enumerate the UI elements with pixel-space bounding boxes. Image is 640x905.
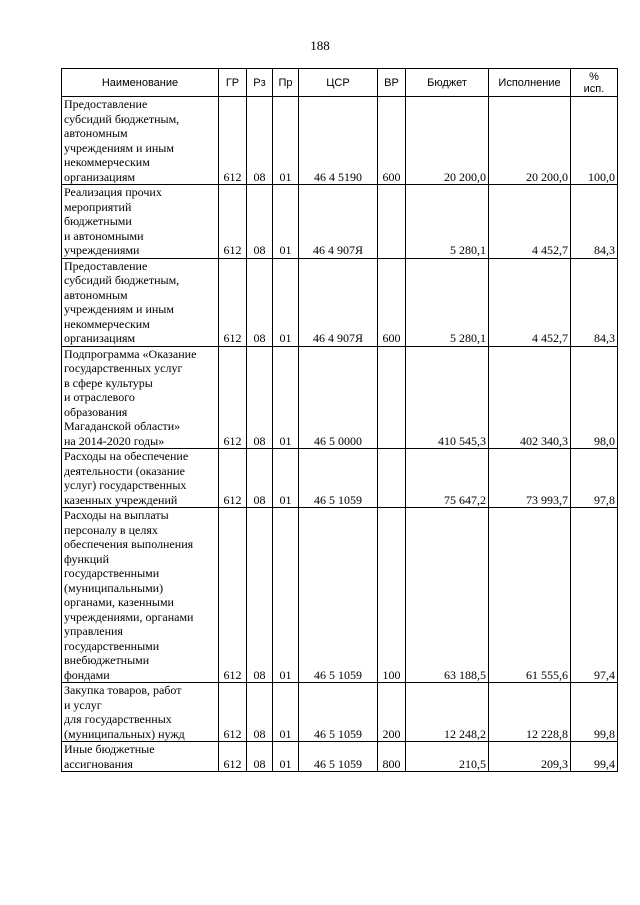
header-execution: Исполнение — [489, 69, 571, 97]
name-line: Реализация прочих — [64, 185, 162, 199]
cell-vr: 800 — [378, 742, 406, 772]
budget-execution-table — [61, 68, 618, 772]
name-line: ассигнования — [64, 756, 133, 771]
cell-csr: 46 5 1059 — [299, 683, 378, 742]
cell-gr: 612 — [219, 346, 247, 449]
name-line: на 2014-2020 годы» — [64, 433, 165, 448]
table-row — [62, 97, 618, 185]
cell-pr: 01 — [273, 449, 299, 508]
name-line: Предоставление — [64, 258, 148, 273]
name-line: организациям — [64, 331, 136, 345]
cell-name — [62, 742, 219, 772]
cell-rz: 08 — [247, 742, 273, 772]
cell-percent: 100,0 — [571, 97, 618, 185]
cell-execution: 20 200,0 — [489, 97, 571, 185]
header-rz: Рз — [247, 69, 273, 97]
name-line: (муниципальных) нужд — [64, 726, 185, 741]
name-line: учреждениями — [64, 243, 140, 257]
cell-rz: 08 — [247, 258, 273, 346]
cell-budget: 210,5 — [406, 742, 489, 772]
name-line: функций — [64, 551, 109, 566]
header-vr: ВР — [378, 69, 406, 97]
cell-csr: 46 5 1059 — [299, 742, 378, 772]
table-row — [62, 258, 618, 346]
cell-vr — [378, 185, 406, 259]
cell-gr: 612 — [219, 683, 247, 742]
cell-budget: 410 545,3 — [406, 346, 489, 449]
name-line: учреждениям и иным — [64, 140, 174, 155]
cell-csr: 46 5 1059 — [299, 508, 378, 683]
cell-name — [62, 683, 219, 742]
header-name: Наименование — [62, 69, 219, 97]
page-number: 188 — [310, 38, 330, 53]
cell-vr — [378, 346, 406, 449]
name-line: мероприятий — [64, 199, 132, 214]
cell-gr: 612 — [219, 185, 247, 259]
header-pr: Пр — [273, 69, 299, 97]
header-percent: % исп. — [571, 69, 618, 97]
cell-percent: 84,3 — [571, 185, 618, 259]
cell-vr: 600 — [378, 97, 406, 185]
cell-csr: 46 4 907Я — [299, 258, 378, 346]
cell-rz: 08 — [247, 508, 273, 683]
header-csr: ЦСР — [299, 69, 378, 97]
table-row — [62, 508, 618, 683]
cell-percent: 97,4 — [571, 508, 618, 683]
name-line: автономным — [64, 126, 128, 140]
cell-execution: 209,3 — [489, 742, 571, 772]
cell-budget: 63 188,5 — [406, 508, 489, 683]
table-header-row — [62, 69, 618, 97]
cell-budget: 75 647,2 — [406, 449, 489, 508]
name-line: услуг) государственных — [64, 478, 187, 492]
cell-gr: 612 — [219, 258, 247, 346]
table-row — [62, 742, 618, 772]
table-row — [62, 449, 618, 508]
cell-percent: 98,0 — [571, 346, 618, 449]
cell-rz: 08 — [247, 683, 273, 742]
cell-name — [62, 258, 219, 346]
name-line: государственных услуг — [64, 361, 183, 375]
cell-csr: 46 4 907Я — [299, 185, 378, 259]
cell-vr — [378, 449, 406, 508]
name-line: бюджетными — [64, 214, 132, 228]
table-row — [62, 683, 618, 742]
cell-execution: 73 993,7 — [489, 449, 571, 508]
name-line: органами, казенными — [64, 595, 174, 609]
name-line: Иные бюджетные — [64, 742, 155, 756]
cell-execution: 61 555,6 — [489, 508, 571, 683]
name-line: Магаданской области» — [64, 419, 181, 433]
cell-execution: 12 228,8 — [489, 683, 571, 742]
cell-execution: 4 452,7 — [489, 258, 571, 346]
cell-name — [62, 346, 219, 449]
cell-name — [62, 97, 219, 185]
name-line: Подпрограмма «Оказание — [64, 346, 197, 361]
cell-budget: 12 248,2 — [406, 683, 489, 742]
name-line: учреждениями, органами — [64, 609, 194, 624]
cell-percent: 97,8 — [571, 449, 618, 508]
name-line: казенных учреждений — [64, 492, 178, 507]
cell-vr: 600 — [378, 258, 406, 346]
cell-csr: 46 4 5190 — [299, 97, 378, 185]
cell-pr: 01 — [273, 683, 299, 742]
name-line: обеспечения выполнения — [64, 537, 194, 551]
name-line: субсидий бюджетным, — [64, 273, 180, 287]
cell-name — [62, 508, 219, 683]
name-line: некоммерческим — [64, 155, 150, 169]
cell-pr: 01 — [273, 742, 299, 772]
cell-vr: 100 — [378, 508, 406, 683]
cell-csr: 46 5 1059 — [299, 449, 378, 508]
name-line: Расходы на обеспечение — [64, 449, 189, 463]
name-line: учреждениям и иным — [64, 302, 174, 316]
name-line: (муниципальными) — [64, 580, 164, 595]
name-line: Предоставление — [64, 97, 148, 111]
cell-budget: 5 280,1 — [406, 185, 489, 259]
cell-gr: 612 — [219, 508, 247, 683]
name-line: государственными — [64, 638, 160, 653]
cell-rz: 08 — [247, 185, 273, 259]
name-line: и автономными — [64, 228, 144, 243]
cell-percent: 99,8 — [571, 683, 618, 742]
name-line: управления — [64, 624, 123, 638]
name-line: организациям — [64, 169, 136, 184]
cell-pr: 01 — [273, 185, 299, 259]
table-body — [62, 97, 618, 772]
cell-pr: 01 — [273, 258, 299, 346]
cell-budget: 5 280,1 — [406, 258, 489, 346]
cell-vr: 200 — [378, 683, 406, 742]
cell-name — [62, 185, 219, 259]
cell-rz: 08 — [247, 449, 273, 508]
name-line: государственными — [64, 566, 160, 580]
name-line: автономным — [64, 287, 128, 302]
name-line: для государственных — [64, 712, 172, 726]
name-line: персоналу в целях — [64, 522, 158, 537]
cell-gr: 612 — [219, 449, 247, 508]
name-line: субсидий бюджетным, — [64, 111, 180, 126]
cell-gr: 612 — [219, 742, 247, 772]
cell-pr: 01 — [273, 508, 299, 683]
table-row — [62, 346, 618, 449]
cell-rz: 08 — [247, 346, 273, 449]
cell-name — [62, 449, 219, 508]
name-line: Расходы на выплаты — [64, 508, 169, 522]
name-line: образования — [64, 404, 128, 419]
cell-gr: 612 — [219, 97, 247, 185]
cell-rz: 08 — [247, 97, 273, 185]
name-line: и услуг — [64, 697, 102, 712]
name-line: внебюджетными — [64, 653, 150, 667]
cell-execution: 402 340,3 — [489, 346, 571, 449]
name-line: в сфере культуры — [64, 375, 153, 390]
name-line: фондами — [64, 667, 110, 682]
cell-execution: 4 452,7 — [489, 185, 571, 259]
name-line: деятельности (оказание — [64, 463, 185, 478]
cell-budget: 20 200,0 — [406, 97, 489, 185]
cell-pr: 01 — [273, 346, 299, 449]
cell-csr: 46 5 0000 — [299, 346, 378, 449]
cell-pr: 01 — [273, 97, 299, 185]
cell-percent: 99,4 — [571, 742, 618, 772]
cell-percent: 84,3 — [571, 258, 618, 346]
table-row — [62, 185, 618, 259]
header-budget: Бюджет — [406, 69, 489, 97]
header-gr: ГР — [219, 69, 247, 97]
name-line: и отраслевого — [64, 390, 135, 404]
name-line: некоммерческим — [64, 316, 150, 331]
name-line: Закупка товаров, работ — [64, 683, 182, 697]
